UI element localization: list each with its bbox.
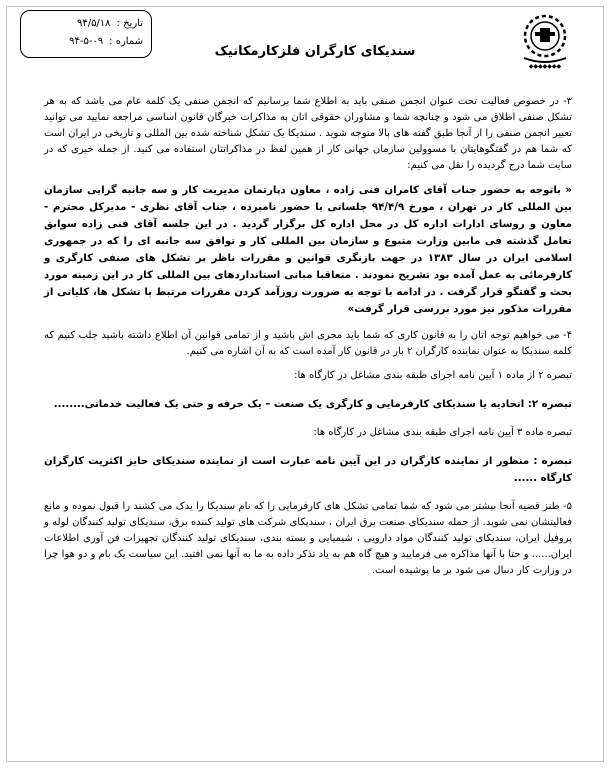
number-value: ۹۴-۵-۰۹ [69, 36, 104, 47]
date-value: ۹۴/۵/۱۸ [76, 18, 111, 29]
paragraph-3: ۳- در خصوص فعالیت تحت عنوان انجمن صنفی باید به اطلاع شما برسانیم که انجمن صنفی یک کلمه عام می باشد که به هر تشکل صنفی اطلاق می شود و چنانچه شما و مشاوران حقوقی اتان به مذاکرات خبرگان قانون اساسی مراجعه نمایید می توانید تعبیر انجمن صنفی را از آنجا طبق گفته های بالا متوجه شوید . سندیکا یک تشکل شناخته شده بین المللی و تاریخی در ایران است که شما هم در گفتگوهایتان با مسوولین سازمان جهانی کار از همین لفظ در مذاکراتتان استفاده می کنید. از جمله خبری که در سایت شما درج گردیده را نقل می کنیم: [44, 96, 572, 171]
letterhead [0, 0, 612, 70]
note-2: تبصره ۲: اتحادیه یا سندیکای کارفرمایی و کارگری یک صنعت – یک حرفه و حتی یک فعالیت خدماتی........ [53, 399, 572, 410]
document-title: سندیکای کارگران فلزکارمکانیک [214, 44, 416, 59]
number-label: شماره : [109, 36, 143, 47]
date-label: تاریخ : [116, 18, 143, 29]
date-row [29, 15, 143, 33]
letter-body [44, 94, 572, 587]
note-3-intro: تبصره ماده ۳ آیین نامه اجرای طبقه بندی مشاغل در کارگاه ها: [313, 427, 572, 438]
paragraph-5: ۵- طنز قضیه آنجا بیشتر می شود که شما تمامی تشکل های کارفرمایی را که نام سندیکا را یدک می کشند را قبول نموده و مانع فعالیتشان نمی شوید. از جمله سندیکای صنعت برق ایران ، سندیکای شرکت های تولید کننده برق، سندیکای تولید کنندگان لوله و پروفیل ایران، سندیکای تولید کنندگان مواد دارویی ، شیمیایی و بسته بندی، سندیکای تولید کنندگان تجهیزات فن آوری اطلاعات ایران...... و حتا با آنها مذاکره می فرمایید و هیچ گاه هم به یاد تذکر داده به ما به آنها نمی افتید. این سیاست یک بام و دو هوا چرا در وزارت کار دنبال می شود بر ما پوشیده است. [44, 501, 572, 576]
number-row [29, 33, 143, 51]
note-3: تبصره : منظور از نماینده کارگران در این آیین نامه عبارت است از نماینده سندیکای حایز اکثریت کارگران کارگاه ...... [44, 456, 572, 484]
quoted-news: « باتوجه به حضور جناب آقای کامران فنی زاده ، معاون دپارتمان مدیریت کار و سه جانبه گرایی سازمان بین المللی کار در تهران ، مورخ ۹۴/۴/۹ جلساتی با حضور نامبرده ، جناب آقای نظری - مدیرکل محترم - معاون و روسای ادارات اداره کل در محل اداره کل برگزار گردید . در این جلسه آقای فنی زاده سوابق تعامل گذشته فی مابین وزارت متبوع و سازمان بین المللی کار و توافق سه جانبه ای را که در جمهوری اسلامی ایران در سال ۱۳۸۳ در جهت بازنگری قوانین و مقررات ناظر بر تشکل های صنفی کارگری و کارفرمائی به عمل آمده بود تشریح نمودند . متعاقبا مبانی استانداردهای بین المللی کار در این زمینه مورد بحث و گفتگو قرار گرفت . در ادامه با توجه به ضرورت روزآمد کردن مقررات مرتبط با تشکل ها، کلیاتی از مقررات مذکور نیز مورد بررسی قرار گرفت» [44, 185, 572, 315]
union-emblem-icon [510, 12, 580, 70]
note-2-intro: تبصره ۲ از ماده ۱ آیین نامه اجرای طبقه بندی مشاغل در کارگاه ها: [294, 370, 572, 381]
reference-box [20, 10, 152, 58]
paragraph-4: ۴- می خواهیم توجه اتان را به قانون کاری که شما باید مجری اش باشید و از تمامی قوانین آن اطلاع داشته باشید جلب کنیم که کلمه سندیکا به عنوان نماینده کارگران ۲ بار در قانون کار آمده است که به آن اشاره می کنیم. [44, 330, 572, 357]
svg-text:◆◆◆◆◆◆◆: ◆◆◆◆◆◆◆ [528, 63, 562, 70]
